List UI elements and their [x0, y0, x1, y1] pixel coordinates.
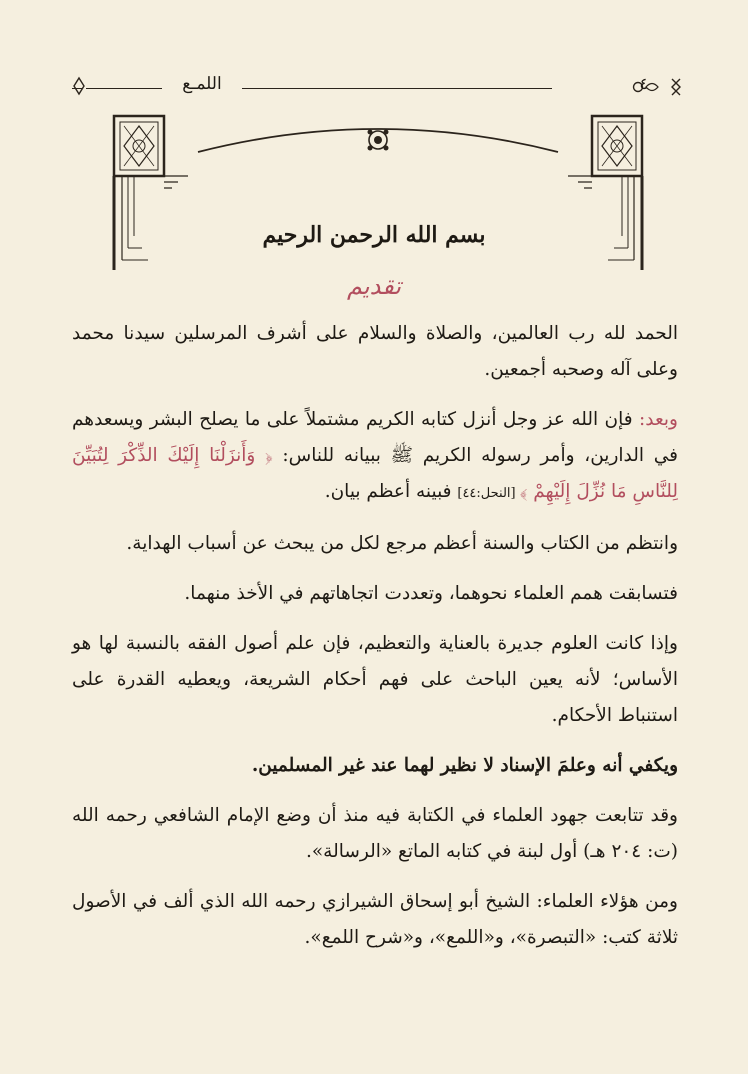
paragraph-text: وبعد:: [632, 409, 678, 430]
running-title: اللمـع: [162, 74, 242, 94]
paragraph-text: الحمد لله رب العالمين، والصلاة والسلام على أشرف المرسلين سيدنا محمد وعلى آله وصحبه أجمعين.: [72, 323, 678, 380]
paragraph-text: وإذا كانت العلوم جديرة بالعناية والتعظيم، فإن علم أصول الفقه بالنسبة لها هو الأساس؛ لأنه يعين الباحث على فهم أحكام الشريعة، ويعطيه القدرة على استنباط الأحكام.: [72, 633, 678, 726]
paragraph: [72, 798, 678, 870]
paragraph-text: وقد تتابعت جهود العلماء في الكتابة فيه منذ أن وضع الإمام الشافعي رحمه الله (ت: ٢٠٤ هـ) أول لبنة في كتابه الماتع «الرسالة».: [72, 805, 678, 862]
verse-reference: [النحل:٤٤]: [457, 486, 520, 501]
paragraph: [72, 402, 678, 512]
paragraph: [72, 526, 678, 562]
paragraph-text: فتسابقت همم العلماء نحوهما، وتعددت اتجاهاتهم في الأخذ منهما.: [184, 583, 678, 604]
paragraph: [72, 576, 678, 612]
basmala: بسم الله الرحمن الرحيم: [262, 222, 486, 248]
quran-verse: ﴿ وَأَنزَلْنَا إِلَيْكَ الذِّكْرَ لِتُبَيِّنَ لِلنَّاسِ مَا نُزِّلَ إِلَيْهِمْ ﴾: [72, 445, 678, 502]
section-title: تقديم: [346, 272, 402, 300]
header-ornament-right: [628, 76, 688, 98]
header-rule: [86, 88, 552, 89]
header-dash: [72, 88, 82, 89]
page-number: ٤: [639, 74, 648, 93]
running-header: [72, 74, 684, 98]
paragraph: [72, 748, 678, 784]
paragraph-text: وانتظم من الكتاب والسنة أعظم مرجع لكل من يبحث عن أسباب الهداية.: [126, 533, 678, 554]
paragraph: [72, 884, 678, 956]
paragraph-text: فإن الله عز وجل أنزل كتابه الكريم مشتملاً على ما يصلح البشر ويسعدهم في الدارين، وأمر رسوله الكريم ﷺ ببيانه للناس:: [72, 409, 678, 466]
header-ornament-left: [72, 76, 86, 96]
paragraph: [72, 626, 678, 734]
paragraph-text: ويكفي أنه وعلمَ الإسناد لا نظير لهما عند غير المسلمين.: [251, 755, 678, 776]
ornamental-frame: [108, 110, 648, 280]
paragraph-text: ومن هؤلاء العلماء: الشيخ أبو إسحاق الشيرازي رحمه الله الذي ألف في الأصول ثلاثة كتب: «التبصرة»، و«اللمع»، و«شرح اللمع».: [72, 891, 678, 948]
paragraph-text: فبينه أعظم بيان.: [324, 481, 458, 502]
paragraph: [72, 316, 678, 388]
center-medallion-icon: [368, 130, 389, 151]
body-text: [72, 316, 678, 970]
